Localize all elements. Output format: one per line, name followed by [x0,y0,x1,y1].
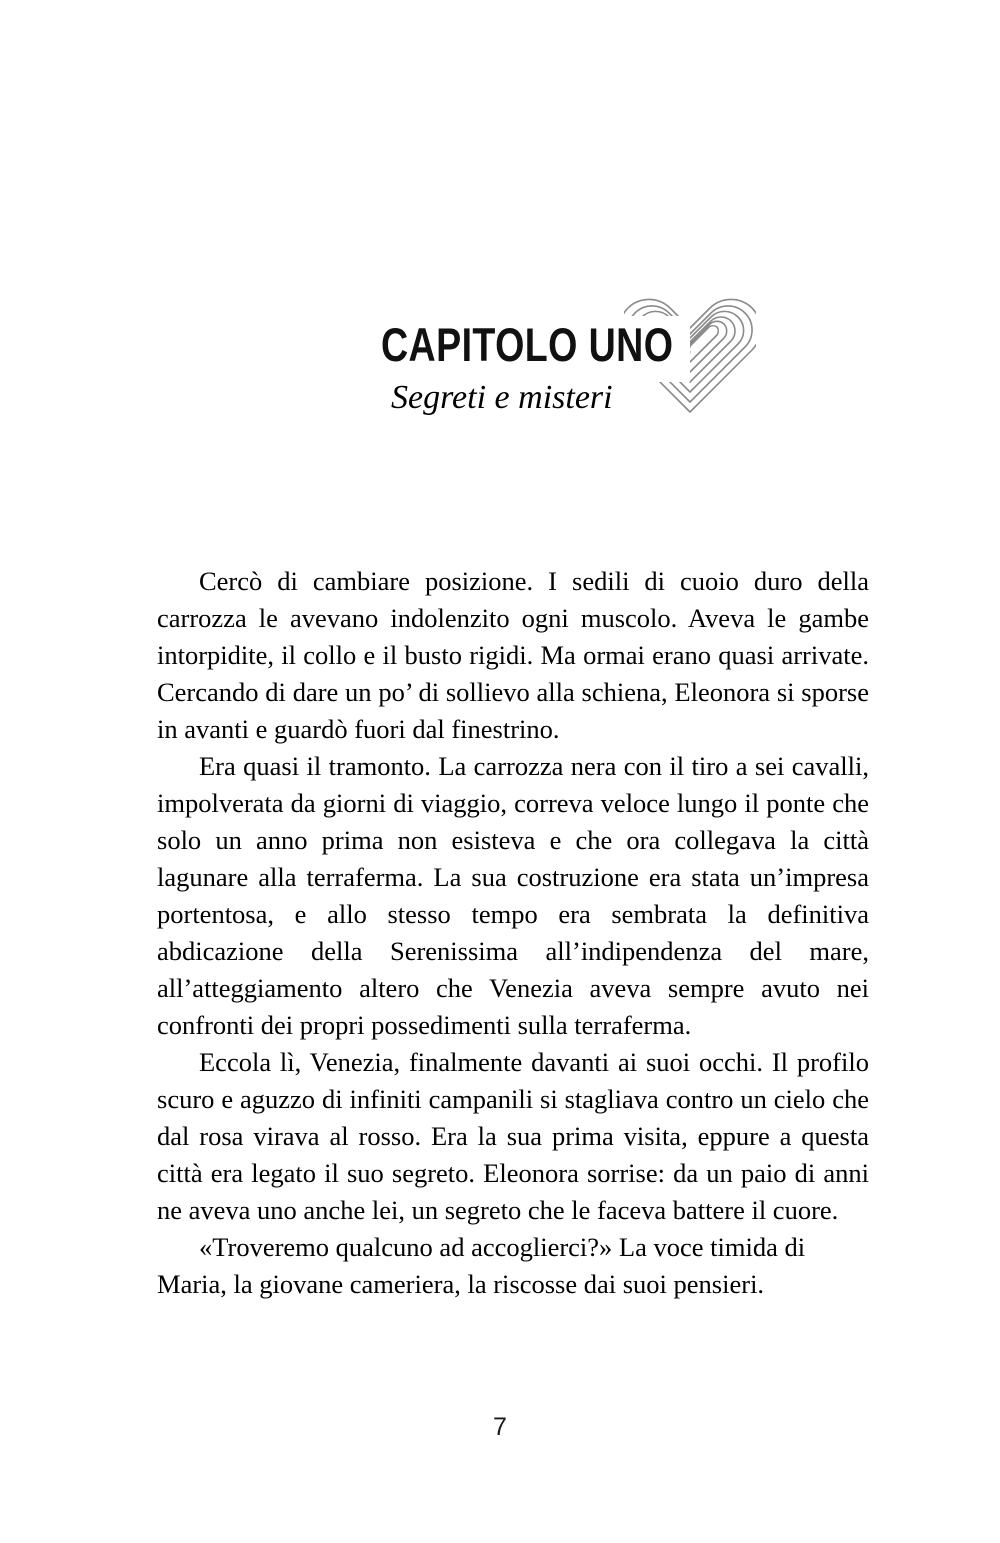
chapter-title: CAPITOLO UNO [381,318,674,371]
paragraph: Eccola lì, Venezia, finalmente davanti ai suoi occhi. Il profilo scuro e aguzzo di infiniti campanili si stagliava contro un cielo che dal rosa virava al rosso. Era la sua prima visita, eppure a questa città era legato il suo segreto. Eleonora sorrise: da un paio di anni ne aveva uno anche lei, un segreto che le faceva battere il cuore. [157,1047,869,1225]
chapter-subtitle: Segreti e misteri [391,379,613,416]
paragraph: Cercò di cambiare posizione. I sedili di cuoio duro della carrozza le avevano indolenzito ogni muscolo. Aveva le gambe intorpidite, il collo e il busto rigidi. Ma ormai erano quasi arrivate. Cercando di dare un po’ di sollievo alla schiena, Eleonora si sporse in avanti e guardò fuori dal finestrino. [157,566,869,744]
body-text [157,563,869,1303]
chapter-header [0,130,1000,371]
paragraph: Era quasi il tramonto. La carrozza nera con il tiro a sei cavalli, impolverata da giorni di viaggio, correva veloce lungo il ponte che solo un anno prima non esisteva e che ora collegava la città lagunare alla terraferma. La sua costruzione era stata un’impresa portentosa, e allo stesso tempo era sembrata la definitiva abdicazione della Serenissima all’indipendenza del mare, all’atteggiamento altero che Venezia aveva sempre avuto nei confronti dei propri possedimenti sulla terraferma. [157,751,869,1040]
page-number: 7 [493,1413,507,1441]
paragraph: «Troveremo qualcuno ad accoglierci?» La voce timida di Maria, la giovane cameriera, la riscosse dai suoi pensieri. [157,1232,806,1299]
